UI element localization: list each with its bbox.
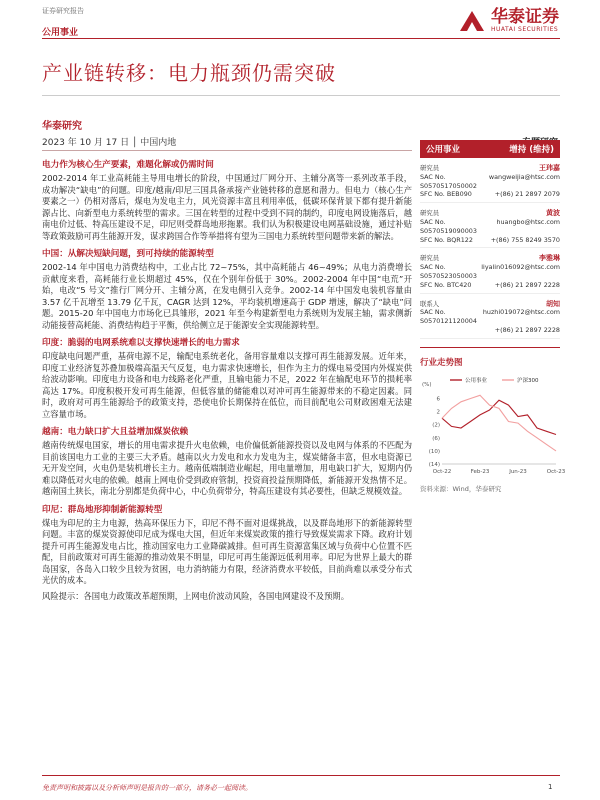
y-tick-label: (14) (428, 461, 440, 468)
analyst-phone: +(86) 755 8249 3570 (490, 235, 560, 244)
y-tick-label: 2 (436, 409, 440, 416)
analyst-email[interactable]: huangbo@htsc.com (496, 217, 560, 226)
industry-trend-chart (420, 372, 566, 482)
sidebar-sector: 公用事业 (426, 145, 461, 155)
analyst-phone: +(86) 21 2897 2079 (494, 190, 560, 199)
section-heading: 越南：电力缺口扩大且益增加煤炭依赖 (42, 427, 189, 437)
analyst-phone: +(86) 21 2897 2228 (494, 325, 560, 334)
rating-bar (420, 140, 560, 158)
analyst-name: 胡知 (546, 299, 560, 308)
analyst-role: 研究员 (420, 209, 440, 218)
x-tick-label: Feb-23 (470, 468, 490, 475)
research-org: 华泰研究 (42, 121, 82, 132)
x-tick-label: Oct-22 (432, 468, 452, 475)
legend-label: 沪深300 (517, 377, 539, 384)
section-paragraph: 煤电为印尼的主力电源，热高环保压力下，印尼不得不面对退煤挑战，以及群岛地形下的新能源转型问题。丰富的煤炭资源使印尼成为煤电大国，但近年来煤炭政策的推行导致煤炭需求下降。政府计划提升可再生能源发电占比，推动国家电力工业降碳减排。但可再生资源富集区域与负荷中心位置不匹配，目前政策对可再生能源的推动效果不明显，印尼可再生能源远低利用率。印尼为世界上最大的群岛国家，各岛入口较少且较为贫困，电力消纳能力有限，经济消费水平较低，目前尚难以承受分布式光伏的成本。 (42, 517, 412, 585)
series-line (442, 400, 556, 434)
legend-label: 公用事业 (465, 377, 488, 384)
section (42, 159, 412, 242)
report-date: 2023 年 10 月 17 日 │ 中国内地 (42, 138, 177, 148)
analyst-email[interactable]: liyalin016092@htsc.com (481, 263, 560, 272)
report-title: 产业链转移：电力瓶颈仍需突破 (42, 61, 336, 85)
analyst-sfc: SFC No. BEB090 (420, 190, 472, 199)
huatai-logo-icon (458, 9, 486, 33)
risk-paragraph: 风险提示：各国电力政策改革超预期，上网电价波动风险，各国电网建设不及预期。 (42, 590, 349, 601)
analyst-name: 黄波 (546, 209, 560, 218)
section-heading: 印度：脆弱的电网系统难以支撑快速增长的电力需求 (42, 338, 240, 348)
analyst-role: 研究员 (420, 164, 440, 172)
header-divider (42, 38, 560, 39)
section-heading: 印尼：群岛地形抑制新能源转型 (42, 504, 163, 515)
sector-header: 公用事业 (42, 28, 79, 38)
title-divider (42, 95, 560, 96)
sidebar-divider (420, 347, 560, 348)
section (42, 248, 412, 331)
analyst-card (420, 209, 560, 248)
analyst-sfc: SFC No. BQR122 (420, 235, 473, 244)
analyst-sfc: SFC No. BTC420 (420, 280, 472, 289)
section (42, 426, 412, 498)
logo-text-cn: 华泰证券 (491, 7, 559, 27)
y-tick-label: 6 (436, 396, 440, 403)
analyst-phone: +(86) 21 2897 2228 (494, 280, 560, 289)
analyst-email[interactable]: wangweijia@htsc.com (488, 172, 560, 181)
footer-divider (42, 775, 560, 776)
analyst-sac: SAC No. S0570121120004 (420, 308, 477, 326)
risk-warning (42, 591, 412, 603)
main-body (42, 153, 412, 606)
section (42, 504, 412, 587)
section-paragraph: 2002-14 年中国电力消费结构中，工业占比 72~75%，其中高耗能占 46~49%；从电力消费增长贡献度来看，高耗能行业长期超过 45%，仅在个别年份低于 30%。2002-2004 年中国“电荒”开始，电改“5 号文”推行厂网分开、主辅分离，在发电侧引入竞争。2002-14 年中国发电装机容量由 3.57 亿千瓦增至 13.79 亿千瓦，CAGR 达到 12%，平均装机增速高于 GDP 增速，解决了“缺电”问题。2015-20 年中国电力市场化已具雏形，2021 年至今构建新型电力系统则为发展主轴，需求侧新动能接替高耗能、消费结构趋于平衡，供给侧立足于能源安全实现能源转型。 (42, 262, 412, 330)
series-line (442, 395, 556, 451)
page-number: 1 (548, 783, 553, 791)
analyst-role: 研究员 (420, 254, 440, 263)
rating-badge: 增持 (维持) (509, 145, 554, 155)
analyst-sac: SAC No. S0570519090003 (420, 217, 477, 235)
section-paragraph: 越南传统煤电国家，增长的用电需求提升火电依赖，电价偏低新能源投资以及电网与体系的不匹配为目前该国电力工业的主要三大矛盾。越南以火力发电和水力发电为主，煤炭储备丰富，但水电资源已无开发空间，火电仍是装机增长主力。越南低端制造业崛起，用电量增加，用电缺口扩大，短期内仍难以降低对火电的依赖。越南上网电价受到政府管制，投资商投益预期降低，新能源开发热情不足。越南国土狭长，南北分别都是负荷中心，中心负荷带分，特高压建设有其必要性，但缺乏规模效益。 (42, 440, 412, 496)
analyst-name: 王玮嘉 (539, 164, 560, 172)
section-heading: 电力作为核心生产要素，难题化解或仍需时间 (42, 160, 214, 170)
analyst-sac: SAC No. S0570523050003 (420, 263, 477, 280)
date-divider (42, 150, 412, 151)
analyst-name: 李雅琳 (539, 254, 560, 263)
company-logo (458, 8, 559, 33)
footer-disclaimer: 免责声明和披露以及分析师声明是报告的一部分，请务必一起阅读。 (42, 784, 252, 792)
analyst-role: 联系人 (420, 299, 440, 308)
y-unit-label: (%) (422, 381, 432, 388)
y-tick-label: (10) (428, 448, 440, 455)
y-tick-label: (2) (432, 422, 440, 429)
analyst-email[interactable]: huzhi019072@htsc.com (482, 308, 560, 317)
chart-section-title: 行业走势图 (420, 357, 463, 368)
section-paragraph: 印度缺电问题严重，基荷电源不足，输配电系统老化，备用容量难以支撑可再生能源发展。近年来，印度工业经济复苏叠加极端高温天气反复，电力需求快速增长，但作为主力的煤电易受国内外煤炭供给波动影响。印度电力设备和电力线路老化严重，且输电能力不足，2022 年在输配电环节的损耗率高达 17%。印度积极开发可再生能源，但低容量的储能难以对冲可再生能源带来的不稳定因素。同时，政府对可再生能源给予的政策支持，恐使电价长期保持在低位，而目前配电公司财政困难无法建立容量市场。 (42, 351, 412, 419)
sidebar (420, 140, 566, 493)
y-tick-label: (6) (432, 435, 440, 442)
section-paragraph: 2002-2014 年工业高耗能主导用电增长的阶段，中国通过厂网分开、主辅分离等一系列改革手段，成功解决“缺电”的问题。印度/越南/印尼三国具备承接产业链转移的意愿和潜力。但电力（核心生产要素之一）仍相对落后，煤电为发电主力，风光资源丰富且利用率低，低碳环保背景下都有提升新能源占比、向新型电力系统转型的需求。三国在转型的过程中受到不同的制约，印度电网设施落后，越南电价过低、特高压建设不足，印尼则受群岛地形拖累。我们认为积极建设电网基础设施，通过补贴等政策鼓励可再生能源开发，谋求跨国合作等举措将有望为三国电力系统转型问题带来新的解法。 (42, 173, 412, 241)
section (42, 337, 412, 420)
chart-source: 资料来源：Wind，华泰研究 (420, 484, 502, 493)
analyst-card (420, 300, 560, 339)
document-type-label: 证券研究报告 (42, 7, 84, 15)
section-heading: 中国：从解决短缺问题，到可持续的能源转型 (42, 249, 214, 259)
analyst-sac: SAC No. S0570517050002 (420, 172, 477, 190)
analyst-card (420, 254, 560, 293)
analyst-card (420, 164, 560, 203)
x-tick-label: Jun-23 (509, 468, 527, 475)
x-tick-label: Oct-23 (546, 468, 566, 475)
logo-text-en: HUATAI SECURITIES (491, 26, 559, 33)
